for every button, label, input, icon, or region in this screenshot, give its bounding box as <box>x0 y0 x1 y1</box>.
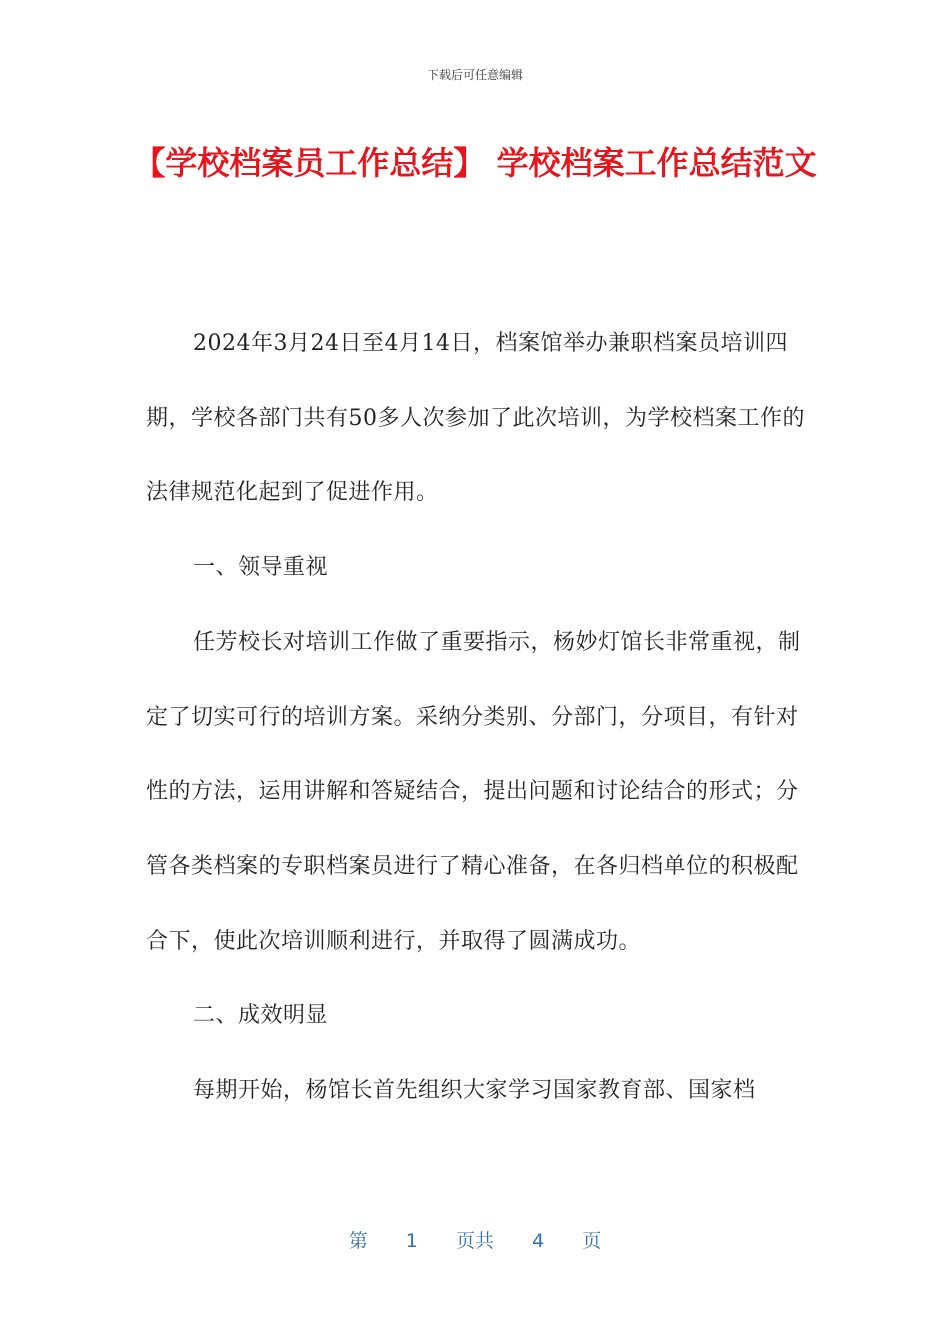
document-body <box>146 307 808 1129</box>
section-heading-leadership: 一、领导重视 <box>193 555 329 581</box>
footer-prefix: 第 <box>348 1230 368 1252</box>
document-title: 【学校档案员工作总结】 学校档案工作总结范文 <box>133 144 817 182</box>
paragraph-intro: 2024年3月24日至4月14日，档案馆举办兼职档案员培训四期，学校各部门共有50多人次参加了此次培训，为学校档案工作的法律规范化起到了促进作用。 <box>146 331 805 506</box>
footer-total-pages: 4 <box>532 1230 545 1252</box>
paragraph-leadership: 任芳校长对培训工作做了重要指示，杨妙灯馆长非常重视，制定了切实可行的培训方案。采纳分类别、分部门，分项目，有针对性的方法，运用讲解和答疑结合，提出问题和讨论结合的形式；分管各类档案的专职档案员进行了精心准备，在各归档单位的积极配合下，使此次培训顺利进行，并取得了圆满成功。 <box>146 629 801 954</box>
paragraph-results: 每期开始，杨馆长首先组织大家学习国家教育部、国家档 <box>193 1078 756 1104</box>
header-note: 下载后可任意编辑 <box>426 68 523 82</box>
footer-middle: 页共 <box>455 1230 494 1252</box>
page-footer <box>0 1226 950 1253</box>
footer-suffix: 页 <box>582 1230 602 1252</box>
footer-current-page: 1 <box>405 1230 418 1252</box>
section-heading-results: 二、成效明显 <box>193 1003 329 1029</box>
